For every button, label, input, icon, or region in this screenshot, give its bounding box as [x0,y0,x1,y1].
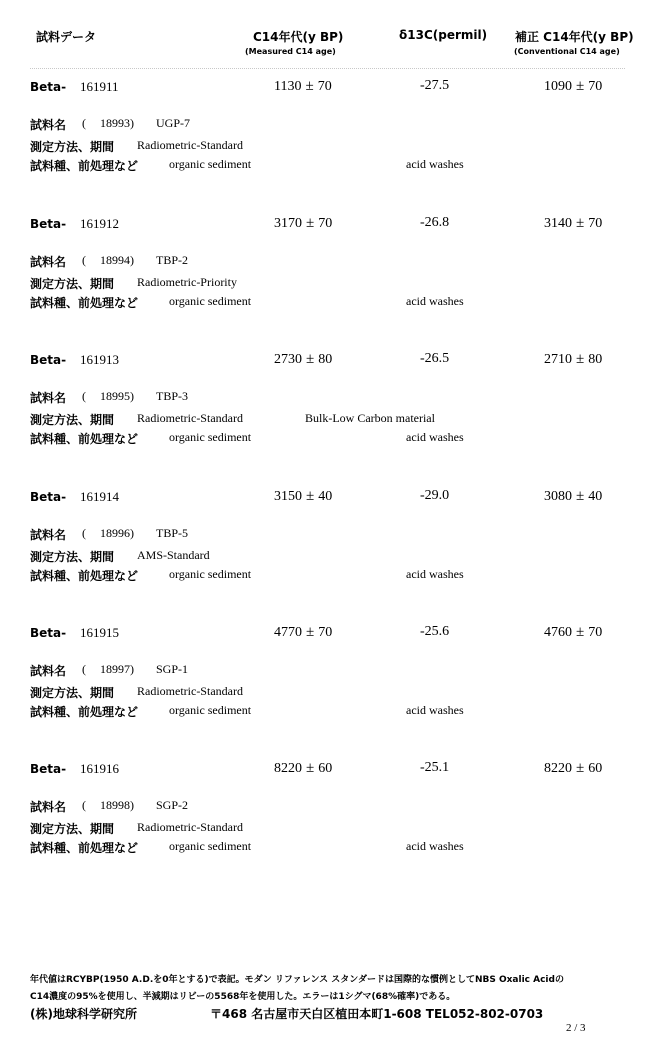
sample-name-id: 18993) [100,116,134,130]
sample-name-label: 試料名 [30,118,67,132]
material-label: 試料種、前処理など [30,841,139,855]
material-value: organic sediment [169,157,252,171]
treatment-value: acid washes [406,703,464,717]
sample-name-code: TBP-3 [156,389,189,403]
beta-prefix: Beta- [30,762,67,776]
header-d13c: δ13C(permil) [399,28,488,42]
method-value: Radiometric-Priority [137,275,237,289]
sample-name-code: SGP-2 [156,798,189,812]
sample-name-id: 18997) [100,662,134,676]
footer-address: 〒468 名古屋市天白区植田本町1-608 TEL052-802-0703 [210,1007,544,1021]
method-value: Radiometric-Standard [137,411,243,425]
sample-name-open: ( [82,526,86,540]
material-value: organic sediment [169,294,252,308]
divider [30,68,625,70]
sample-name-id: 18996) [100,526,134,540]
conventional-age: 4760 ± 70 [544,624,603,640]
method-label: 測定方法、期間 [30,550,115,564]
beta-prefix: Beta- [30,80,67,94]
header-c14-age: C14年代(y BP) [253,30,344,44]
header-sample-data: 試料データ [36,30,97,44]
page-number: 2 / 3 [566,1022,586,1034]
beta-id: 161912 [80,216,119,231]
sample-name-code: TBP-5 [156,526,189,540]
header-conv-age-en: (Conventional C14 age) [514,47,620,56]
measured-age: 8220 ± 60 [274,760,333,776]
beta-prefix: Beta- [30,217,67,231]
material-label: 試料種、前処理など [30,432,139,446]
d13c-value: -26.5 [420,351,450,366]
method-label: 測定方法、期間 [30,686,115,700]
sample-name-id: 18994) [100,253,134,267]
method-value: Radiometric-Standard [137,820,243,834]
material-label: 試料種、前処理など [30,705,139,719]
header-conv-age: 補正 C14年代(y BP) [515,30,634,44]
material-label: 試料種、前処理など [30,159,139,173]
sample-name-open: ( [82,798,86,812]
treatment-value: acid washes [406,839,464,853]
method-value: AMS-Standard [137,548,210,562]
beta-id: 161911 [80,79,119,94]
sample-name-id: 18998) [100,798,134,812]
method-value: Radiometric-Standard [137,684,243,698]
note-line-2: C14濃度の95%を使用し、半減期はリビーの5568年を使用した。エラーは1シグマ(68%確率)である。 [30,992,456,1002]
sample-name-open: ( [82,116,86,130]
beta-prefix: Beta- [30,626,67,640]
d13c-value: -25.6 [420,624,450,639]
footer-company: (株)地球科学研究所 [30,1007,137,1021]
material-value: organic sediment [169,839,252,853]
treatment-value: acid washes [406,430,464,444]
conventional-age: 3080 ± 40 [544,488,603,504]
measured-age: 3170 ± 70 [274,215,333,231]
treatment-value: acid washes [406,157,464,171]
material-value: organic sediment [169,567,252,581]
sample-name-code: TBP-2 [156,253,189,267]
sample-name-label: 試料名 [30,528,67,542]
sample-name-id: 18995) [100,389,134,403]
treatment-value: acid washes [406,567,464,581]
method-label: 測定方法、期間 [30,140,115,154]
method-note: Bulk-Low Carbon material [305,411,435,425]
d13c-value: -25.1 [420,760,450,775]
measured-age: 2730 ± 80 [274,351,333,367]
header-c14-age-en: (Measured C14 age) [245,47,336,56]
sample-name-code: SGP-1 [156,662,189,676]
beta-id: 161915 [80,625,119,640]
sample-name-open: ( [82,662,86,676]
method-value: Radiometric-Standard [137,138,243,152]
material-label: 試料種、前処理など [30,569,139,583]
sample-name-label: 試料名 [30,255,67,269]
note-line-1: 年代値はRCYBP(1950 A.D.を0年とする)で表記。モダン リファレンス スタンダードは国際的な慣例としてNBS Oxalic Acidの [30,975,564,985]
conventional-age: 3140 ± 70 [544,215,603,231]
measured-age: 1130 ± 70 [274,78,332,94]
measured-age: 3150 ± 40 [274,488,333,504]
material-value: organic sediment [169,430,252,444]
method-label: 測定方法、期間 [30,277,115,291]
beta-id: 161913 [80,352,119,367]
beta-prefix: Beta- [30,353,67,367]
sample-name-label: 試料名 [30,391,67,405]
sample-name-open: ( [82,253,86,267]
conventional-age: 2710 ± 80 [544,351,603,367]
method-label: 測定方法、期間 [30,413,115,427]
d13c-value: -27.5 [420,78,450,93]
method-label: 測定方法、期間 [30,822,115,836]
beta-prefix: Beta- [30,490,67,504]
material-value: organic sediment [169,703,252,717]
measured-age: 4770 ± 70 [274,624,333,640]
conventional-age: 8220 ± 60 [544,760,603,776]
beta-id: 161916 [80,761,119,776]
sample-name-label: 試料名 [30,664,67,678]
material-label: 試料種、前処理など [30,296,139,310]
d13c-value: -29.0 [420,488,450,503]
sample-name-open: ( [82,389,86,403]
d13c-value: -26.8 [420,215,450,230]
conventional-age: 1090 ± 70 [544,78,603,94]
beta-id: 161914 [80,489,119,504]
sample-name-label: 試料名 [30,800,67,814]
treatment-value: acid washes [406,294,464,308]
sample-name-code: UGP-7 [156,116,191,130]
